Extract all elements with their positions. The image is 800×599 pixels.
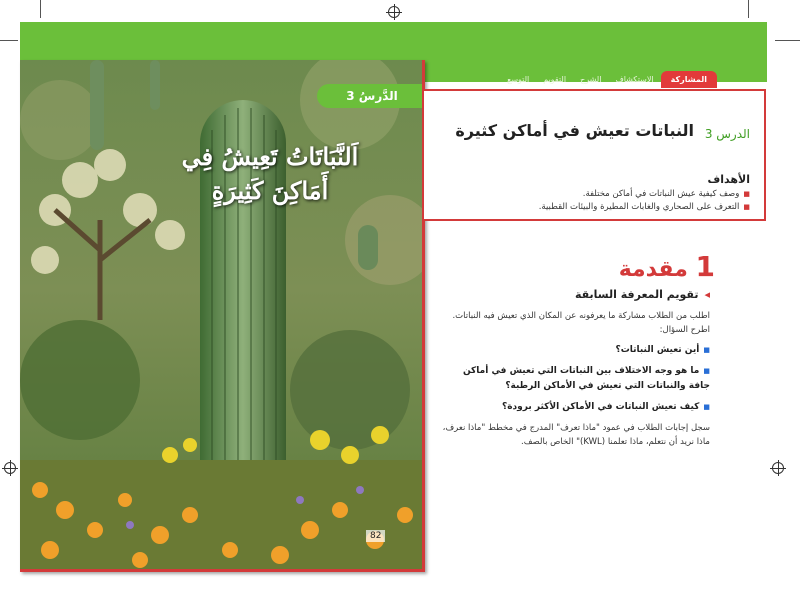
lesson-title: النباتات تعيش في أماكن كثيرة xyxy=(455,121,694,140)
desert-photo xyxy=(20,60,425,572)
tab-engage[interactable]: المشاركة xyxy=(661,71,717,88)
crop-mark xyxy=(775,40,800,41)
goal-item: ■ التعرف على الصحاري والغابات المطيرة والبيئات القطبية. xyxy=(440,201,750,214)
crop-mark xyxy=(40,0,41,18)
lesson-label: الدرس 3 xyxy=(704,127,750,141)
page-title xyxy=(120,140,420,208)
goals-list xyxy=(440,188,750,214)
lesson-badge: الدَّرسُ 3 xyxy=(317,84,425,108)
goal-item: ■ وصف كيفية عيش النباتات في أماكن مختلفة. xyxy=(440,188,750,201)
lesson-tabs xyxy=(430,68,717,88)
goals-heading: الأهداف xyxy=(707,173,750,186)
desert-scene-image xyxy=(20,60,425,572)
crop-mark xyxy=(0,40,18,41)
crop-mark xyxy=(748,0,749,18)
registration-mark-icon xyxy=(4,462,16,474)
instruction-paragraph: اطلب من الطلاب مشاركة ما يعرفونه عن المكان الذي تعيش فيه النباتات. اطرح السؤال: xyxy=(452,311,710,335)
question-item: ■ كيف تعيش النباتات في الأماكن الأكثر برودة؟ xyxy=(440,400,710,415)
tab-evaluate[interactable]: التقويم xyxy=(543,75,567,84)
question-item: ■ ما هو وجه الاختلاف بين النباتات التي تعيش في أماكن جافة والنباتات التي تعيش في الأماكن الرطبة؟ xyxy=(440,364,710,394)
tab-extend[interactable]: التوسع xyxy=(507,75,530,84)
intro-number: 1 xyxy=(695,250,715,283)
tab-explain[interactable]: الشرح xyxy=(580,75,602,84)
question-item: ■ أين تعيش النباتات؟ xyxy=(440,343,710,358)
tab-explore[interactable]: الاستكشاف xyxy=(615,75,654,84)
intro-label: مقدمة xyxy=(618,257,688,282)
intro-heading xyxy=(575,250,715,283)
registration-mark-icon xyxy=(388,6,400,18)
closing-paragraph: سجل إجابات الطلاب في عمود "ماذا تعرف" المدرج في مخطط "ماذا نعرف، ماذا نريد أن نتعلم، ماذا تعلمنا (KWL)" الخاص بالصف. xyxy=(442,423,710,447)
page-title-line: أَمَاكِنَ كَثِيرَةٍ xyxy=(211,176,329,205)
registration-mark-icon xyxy=(772,462,784,474)
page-number: 82 xyxy=(366,530,385,542)
section-heading: ◂ تقويم المعرفة السابقة xyxy=(440,288,710,301)
teacher-content xyxy=(440,288,710,455)
page-title-line: اَلنَّبَاتَاتُ تَعِيشُ فِي xyxy=(181,142,359,171)
lesson-info-box xyxy=(424,89,766,221)
